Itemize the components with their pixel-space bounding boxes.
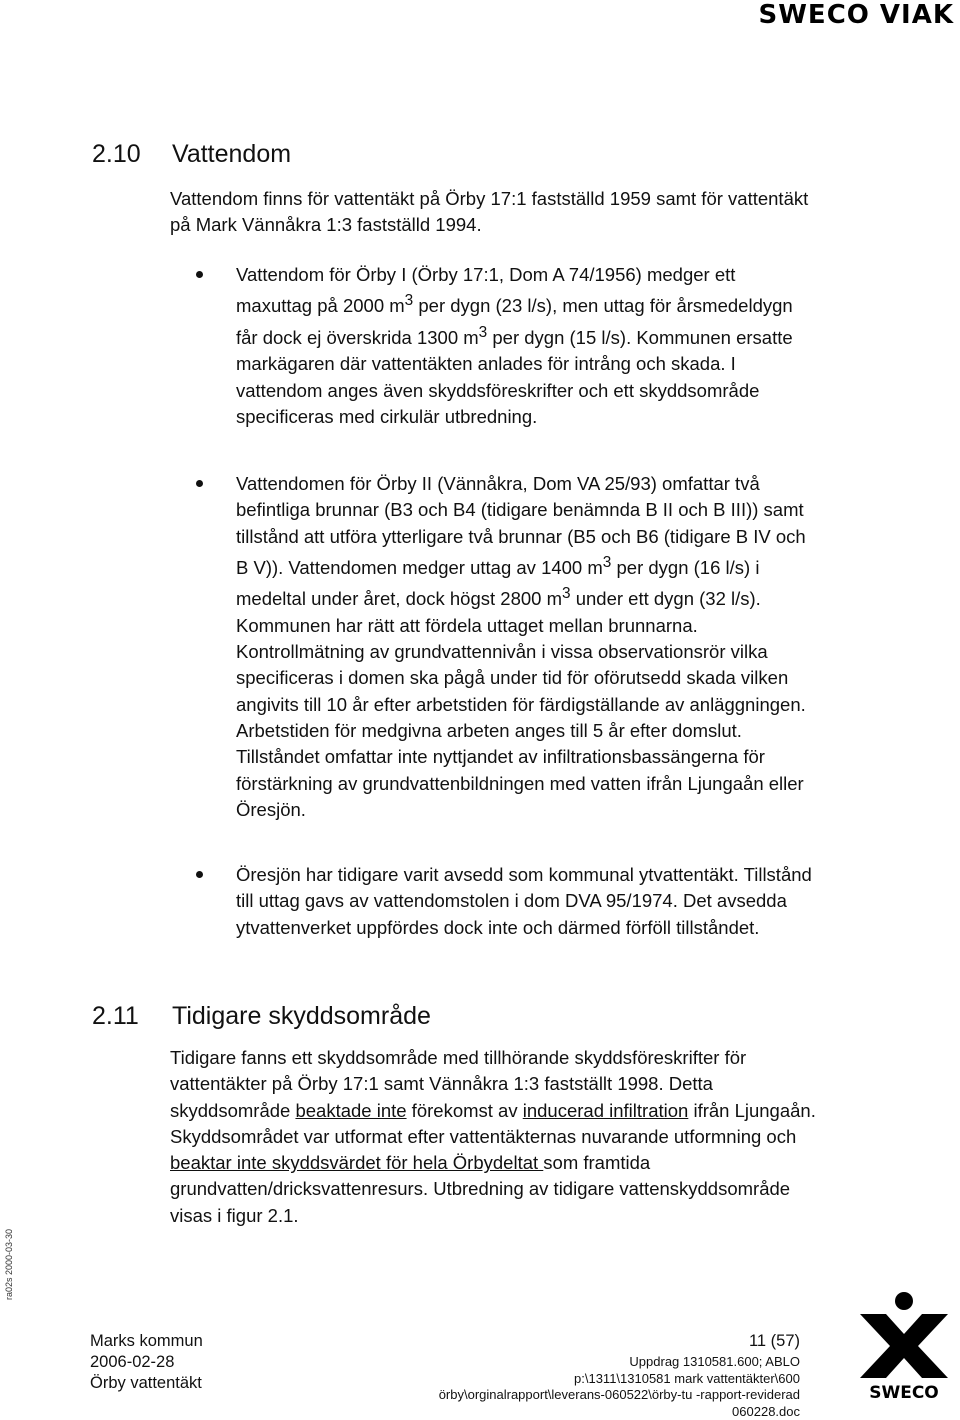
intro-paragraph: Vattendom finns för vattentäkt på Örby 17:1 fastställd 1959 samt för vattentäkt på Mark Vännåkra 1:3 fastställd 1994.: [170, 186, 820, 239]
footer-left: [90, 1331, 203, 1394]
section-number: 2.11: [92, 1002, 172, 1031]
brand-header: SWECO VIAK: [759, 0, 954, 30]
bullet-orby-1: Vattendom för Örby I (Örby 17:1, Dom A 74/1956) medger ett maxuttag på 2000 $m^3$ per dygn (23 l/s), men uttag för årsmedeldygn får dock ej överskrida 1300 $m^3$ per dygn (15 l/s). Kommunen ersatte markägaren där vattentäkten anlades för intrång och skada. I vattendom anges även skyddsföreskrifter och ett skyddsområde specificeras med cirkulär utbredning.: [236, 262, 816, 430]
sweco-logo: [856, 1290, 952, 1402]
footer-assignment: Uppdrag 1310581.600; ABLO: [439, 1354, 800, 1371]
footer-right: [439, 1331, 800, 1420]
footer-date: 2006-02-28: [90, 1352, 203, 1373]
footer-client: Marks kommun: [90, 1331, 203, 1352]
footer-path: örby\orginalrapport\leverans-060522\örby-tu -rapport-reviderad: [439, 1387, 800, 1404]
logo-head-icon: [895, 1292, 913, 1310]
section-heading-2-10: [92, 140, 291, 169]
bullet-oresjon: Öresjön har tidigare varit avsedd som kommunal ytvattentäkt. Tillstånd till uttag gavs av vattendomstolen i dom DVA 95/1974. Det avsedda ytvattenverket uppfördes dock inte och därmed förföll tillståndet.: [236, 862, 816, 941]
protection-area-paragraph: Tidigare fanns ett skyddsområde med tillhörande skyddsföreskrifter för vattentäkter på Örby 17:1 samt Vännåkra 1:3 fastställt 1998. Detta skyddsområde beaktade inte förekomst av inducerad infiltration ifrån Ljungaån. Skyddsområdet var utformat efter vattentäkternas nuvarande utformning och beaktar inte skyddsvärdet för hela Örbydeltat som framtida grundvatten/dricksvattenresurs. Utbredning av tidigare vattenskyddsområde visas i figur 2.1.: [170, 1045, 820, 1229]
section-title: Tidigare skyddsområde: [172, 1002, 431, 1030]
logo-text: SWECO: [869, 1383, 939, 1402]
section-title: Vattendom: [172, 140, 291, 168]
footer-path: 060228.doc: [439, 1404, 800, 1420]
footer-path: p:\1311\1310581 mark vattentäkter\600: [439, 1371, 800, 1388]
template-side-note: ra02s 2000-03-30: [4, 1220, 14, 1300]
page-number: 11 (57): [439, 1331, 800, 1352]
bullet-orby-2: Vattendomen för Örby II (Vännåkra, Dom VA 25/93) omfattar två befintliga brunnar (B3 och B4 (tidigare benämnda B II och B III)) samt tillstånd att utföra ytterligare två brunnar (B5 och B6 (tidigare B IV och B V)). Vattendomen medger uttag av 1400 $m^3$ per dygn (16 l/s) i medeltal under året, dock högst 2800 $m^3$ under ett dygn (32 l/s). Kommunen har rätt att fördela uttaget mellan brunnarna. Kontrollmätning av grundvattennivån i vissa observationsrör vilka specificeras i domen ska pågå under tid för oförutsedd skada vilken angivits till 10 år efter arbetstiden för färdigställande av anläggningen. Arbetstiden för medgivna arbeten anges till 5 år efter domslut. Tillståndet omfattar inte nyttjandet av infiltrationsbassängerna för förstärkning av grundvattenbildningen med vatten ifrån Ljungaån eller Öresjön.: [236, 471, 816, 823]
logo-figure-icon: [860, 1314, 948, 1378]
section-heading-2-11: [92, 1002, 431, 1031]
section-number: 2.10: [92, 140, 172, 169]
footer-subject: Örby vattentäkt: [90, 1373, 203, 1394]
